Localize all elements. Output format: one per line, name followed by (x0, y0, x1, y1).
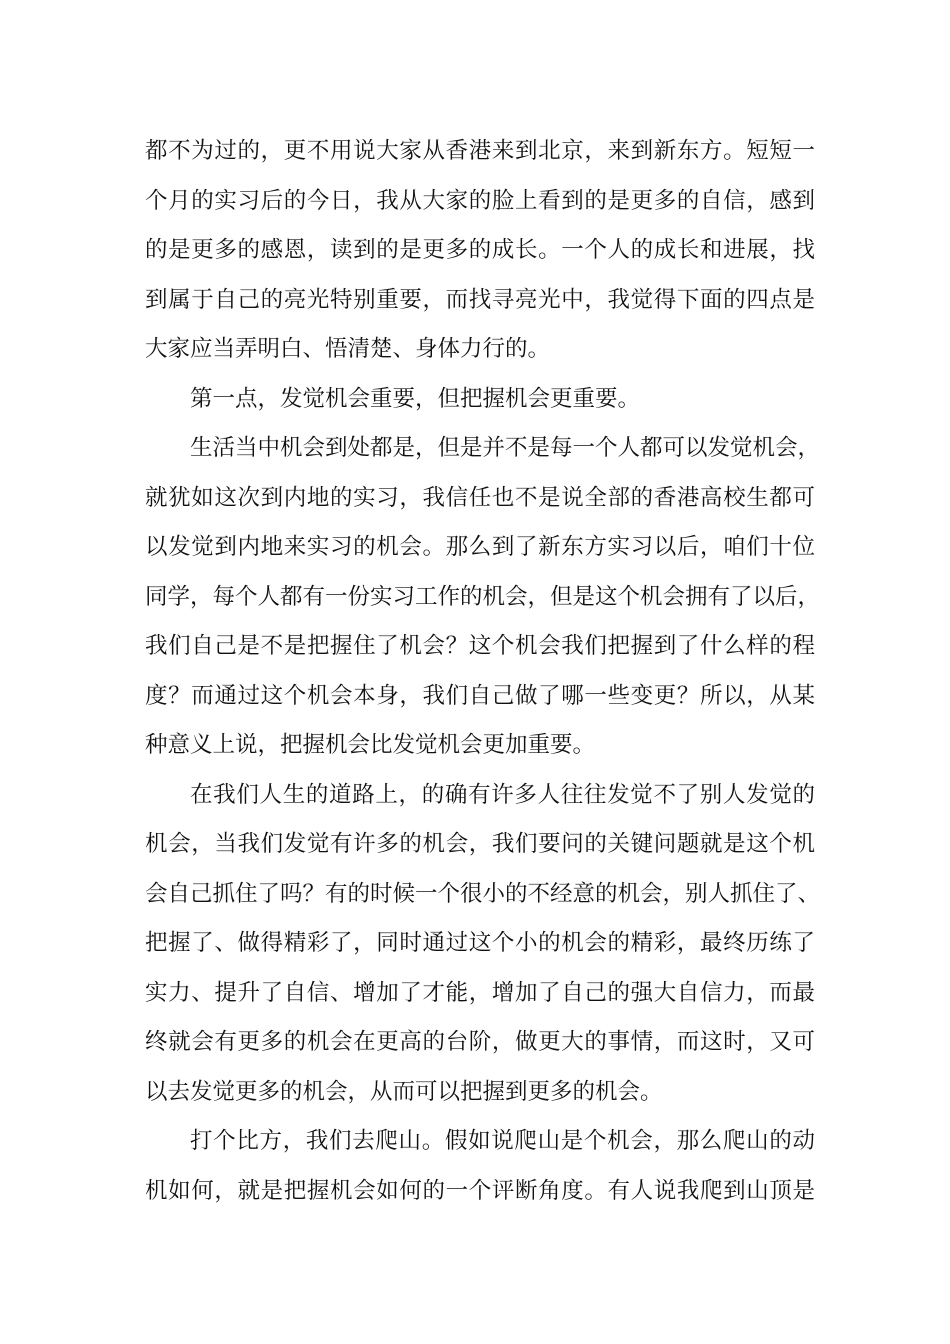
text-line: 大家应当弄明白、悟清楚、身体力行的。 (145, 336, 551, 362)
text-line: 度？而通过这个机会本身，我们自己做了哪一些变更？所以，从某 (145, 682, 815, 709)
text-line: 把握了、做得精彩了，同时通过这个小的机会的精彩，最终历练了 (145, 930, 815, 956)
text-line: 种意义上说，把握机会比发觉机会更加重要。 (145, 732, 596, 758)
text-line: 机会，当我们发觉有许多的机会，我们要问的关键问题就是这个机 (145, 831, 815, 857)
text-line: 在我们人生的道路上，的确有许多人往往发觉不了别人发觉的 (190, 781, 815, 808)
section-heading: 第一点，发觉机会重要，但把握机会更重要。 (190, 385, 641, 412)
text-line: 生活当中机会到处都是，但是并不是每一个人都可以发觉机会， (190, 435, 821, 461)
text-line: 打个比方，我们去爬山。假如说爬山是个机会，那么爬山的动 (190, 1128, 815, 1154)
text-line: 都不为过的，更不用说大家从香港来到北京，来到新东方。短短一 (145, 138, 815, 164)
text-line: 同学，每个人都有一份实习工作的机会，但是这个机会拥有了以后， (145, 583, 821, 610)
text-line: 实力、提升了自信、增加了才能，增加了自己的强大自信力，而最 (145, 979, 815, 1006)
text-line: 个月的实习后的今日，我从大家的脸上看到的是更多的自信，感到 (145, 187, 815, 214)
text-line: 就犹如这次到内地的实习，我信任也不是说全部的香港高校生都可 (145, 484, 815, 511)
text-line: 的是更多的感恩，读到的是更多的成长。一个人的成长和进展，找 (145, 237, 815, 263)
text-line: 我们自己是不是把握住了机会？这个机会我们把握到了什么样的程 (145, 633, 815, 659)
document-body (145, 127, 821, 1216)
text-line: 会自己抓住了吗？有的时候一个很小的不经意的机会，别人抓住了、 (145, 880, 821, 907)
text-line: 以去发觉更多的机会，从而可以把握到更多的机会。 (145, 1078, 663, 1105)
text-line: 以发觉到内地来实习的机会。那么到了新东方实习以后，咱们十位 (145, 534, 815, 560)
text-line: 机如何，就是把握机会如何的一个评断角度。有人说我爬到山顶是 (145, 1177, 815, 1204)
text-line: 终就会有更多的机会在更高的台阶，做更大的事情，而这时，又可 (145, 1029, 815, 1055)
text-line: 到属于自己的亮光特别重要，而找寻亮光中，我觉得下面的四点是 (145, 286, 815, 313)
